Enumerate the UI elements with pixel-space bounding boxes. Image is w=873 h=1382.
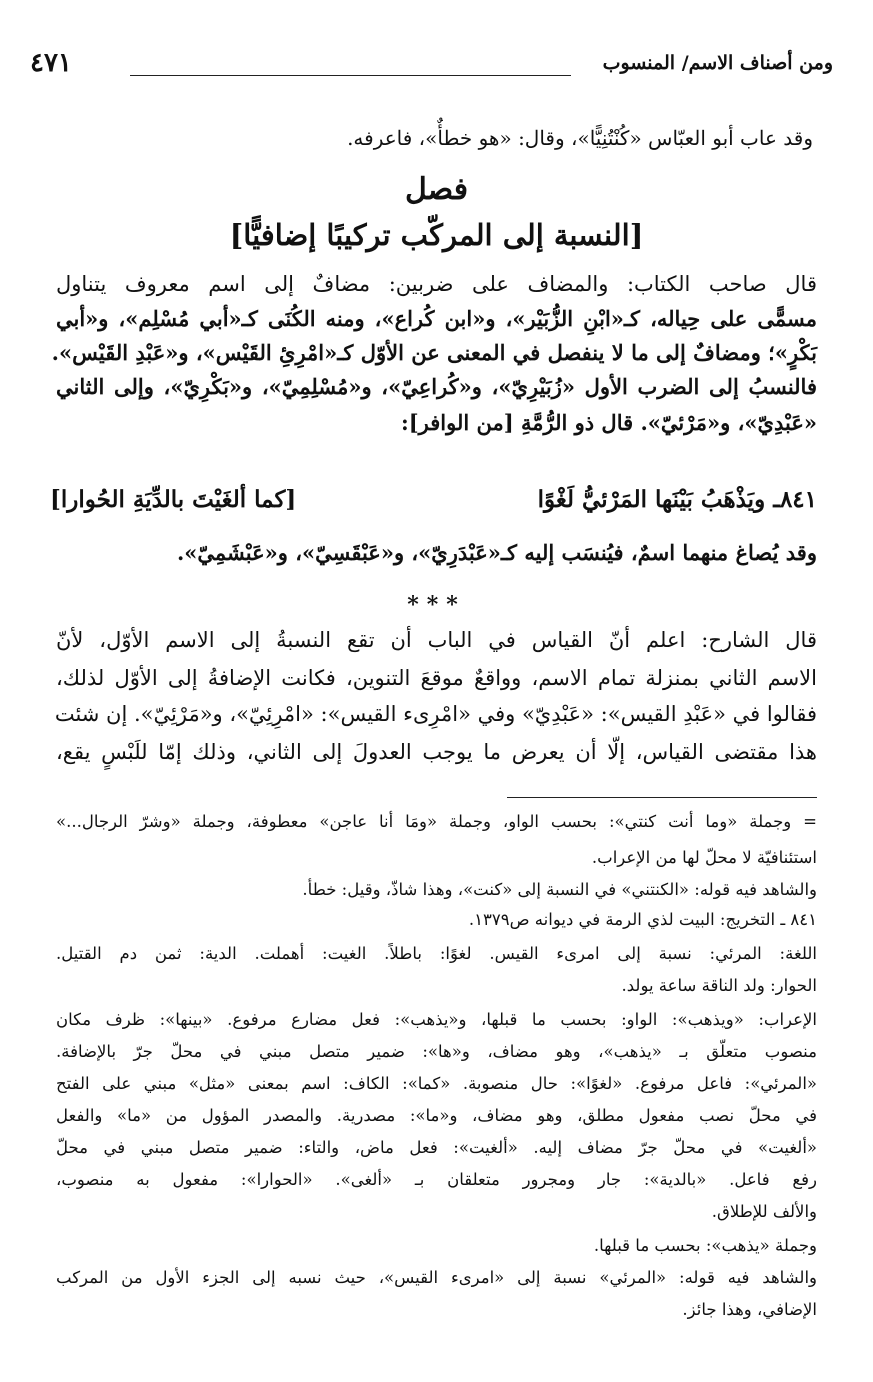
footnote-line: الحوار: ولد الناقة ساعة يولد. [621,976,817,995]
running-header [30,48,833,88]
body-line: بَكْرٍ»؛ ومضافٌ إلى ما لا ينفصل في المعنى عن الأوّل كـ«امْرِئِ القَيْس»، و«عَبْدِ القَيْس». [51,340,817,365]
body-line: قال صاحب الكتاب: والمضاف على ضربين: مضافٌ إلى اسم معروف يتناول [56,272,817,296]
intro-line: وقد عاب أبو العبّاس «كُنْتُنِيًّا»، وقال: «هو خطأٌ»، فاعرفه. [347,126,813,150]
body-line: «عَبْدِيّ»، و«مَرْئيّ». قال ذو الرُّمَّةِ [من الوافر]: [400,410,817,435]
commentary-line: فقالوا في «عَبْدِ القيس»: «عَبْدِيّ» وفي «امْرِىء القيس»: «امْرِئِيّ»، و«مَرْئِيّ». إن شئت [54,702,817,726]
footnote-line: في محلّ نصب مفعول مطلق، وهو مضاف، و«ما»: مصدرية. والمصدر المؤول من «ما» والفعل [56,1106,817,1125]
body-line: مسمًّى على حِياله، كـ«ابْنِ الزُّبَيْر»، و«ابن كُراع»، ومنه الكُنَى كـ«أبي مُسْلِم»، و«أبي [56,306,817,331]
section-title: فصل [404,172,469,207]
footnote-line: والألف للإطلاق. [711,1202,817,1221]
footnote-line: = وجملة «وما أنت كنتي»: بحسب الواو، وجملة «ومَا أنا عاجن» معطوفة، وجملة «وشرّ الرجال...» [56,812,817,831]
footnote-line: منصوب متعلّق بـ «يذهب»، وهو مضاف، و«ها»: ضمير متصل مبني في محلّ جرّ بالإضافة. [56,1042,817,1061]
footnote-line: الإضافي، وهذا جائز. [682,1300,817,1319]
header-title: ومن أصناف الاسم/ المنسوب [602,52,833,74]
header-rule [130,75,571,76]
footnote-line: اللغة: المرئي: نسبة إلى امرىء القيس. لغوًا: باطلاً. الغيت: أهملت. الدية: ثمن دم القتيل. [56,944,817,963]
commentary-line: قال الشارح: اعلم أنّ القياس في الباب أن تقع النسبةُ إلى الاسم الأوّل، لأنّ [56,628,817,652]
section-subtitle: [النسبة إلى المركّب تركيبًا إضافيًّا] [229,218,644,252]
footnote-line: «ألغيت» في محلّ جرّ مضاف إليه. «ألغيت»: فعل ماض، والتاء: ضمير متصل مبني في محلّ [56,1138,817,1157]
footnote-line: ٨٤١ ـ التخريج: البيت لذي الرمة في ديوانه ص١٣٧٩. [468,910,817,929]
footnote-line: استئنافيّة لا محلّ لها من الإعراب. [591,848,817,867]
poem-second-half: [كما ألغَيْتَ بالدِّيَةِ الحُوارا] [50,486,297,513]
section-separator: *** [407,592,466,618]
footnote-line: الإعراب: «ويذهب»: الواو: بحسب ما قبلها، و«يذهب»: فعل مضارع مرفوع. «بينها»: ظرف مكان [56,1010,817,1029]
body-line: فالنسبُ إلى الضرب الأول «زُبَيْرِيّ»، و«كُراعِيّ»، و«مُسْلِمِيّ»، و«بَكْرِيّ»، وإلى الثاني [56,374,817,399]
footnote-line: رفع فاعل. «بالدية»: جار ومجرور متعلقان بـ «ألغى». «الحوارا»: مفعول به منصوب، [56,1170,817,1189]
poem-first-half: ٨٤١ـ ويَذْهَبُ بَيْنَها المَرْئيُّ لَغْوًا [537,486,817,513]
after-poem-line: وقد يُصاغ منهما اسمٌ، فيُنسَب إليه كـ«عَبْدَرِيّ»، و«عَبْقَسِيّ»، و«عَبْشَمِيّ». [176,540,817,565]
footnote-rule [507,797,817,798]
commentary-line: الاسم الثاني بمنزلة تمام الاسم، وواقعٌ موقعَ التنوين، فكانت الإضافةُ إلى الأوّل لذلك، [56,666,817,690]
page-number: ٤٧١ [30,48,72,78]
commentary-line: هذا مقتضى القياس، إلّا أن يعرض ما يوجب العدولَ إلى الثاني، وذلك إمّا للَبْسٍ يقع، [56,740,817,764]
footnote-line: والشاهد فيه قوله: «الكنتني» في النسبة إلى «كنت»، وهذا شاذّ، وقيل: خطأ. [302,880,817,899]
footnote-line: وجملة «يذهب»: بحسب ما قبلها. [593,1236,817,1255]
footnote-line: «المرئي»: فاعل مرفوع. «لغوًا»: حال منصوبة. «كما»: الكاف: اسم بمعنى «مثل» مبني على الفتح [56,1074,817,1093]
footnote-line: والشاهد فيه قوله: «المرئي» نسبة إلى «امرىء القيس»، حيث نسبه إلى الجزء الأول من المركب [56,1268,817,1287]
